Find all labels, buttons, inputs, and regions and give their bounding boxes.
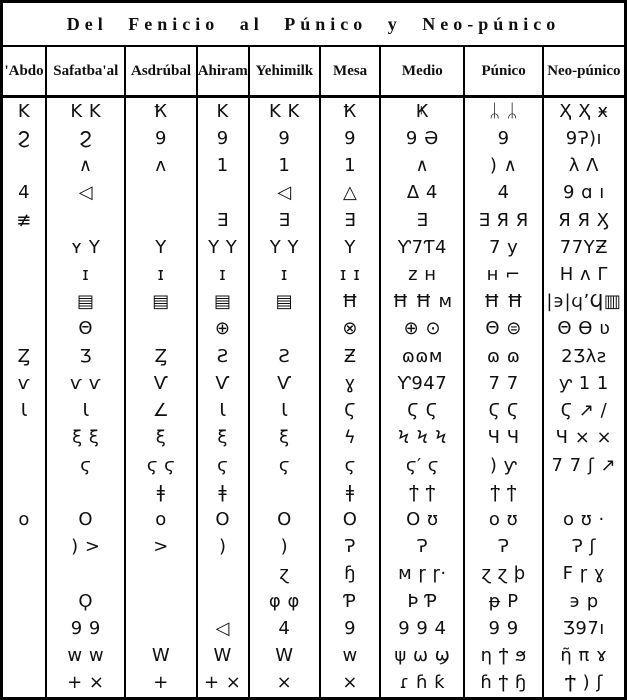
- column-header-safatbaal: Safatba'al: [47, 47, 126, 95]
- glyph-cell: Ҟ: [154, 100, 168, 122]
- glyph-cell: Ɂ: [344, 536, 356, 558]
- glyph-cell: ǂ: [345, 481, 355, 503]
- glyph-cell: O: [342, 509, 358, 531]
- glyph-cell: [198, 561, 248, 588]
- glyph-cell: 4: [497, 182, 510, 204]
- glyph-cell: ⊕ ⊙: [403, 318, 442, 340]
- glyph-cell: ϛ: [80, 454, 92, 476]
- glyph-cell: 9: [216, 127, 229, 149]
- glyph-cell: ◁: [78, 182, 93, 204]
- glyph-cell: K K: [268, 100, 300, 122]
- glyph-cell: Ɩ: [219, 400, 227, 422]
- glyph-cell: Ʒ: [79, 345, 93, 367]
- glyph-cell: Ϸ Ƥ: [407, 590, 438, 612]
- glyph-cell: ϯ ϯ: [490, 481, 517, 503]
- glyph-cell: W: [213, 645, 232, 667]
- glyph-cell: [3, 615, 45, 642]
- column-header-yehimilk: Yehimilk: [250, 47, 321, 95]
- glyph-cell: 9: [278, 127, 291, 149]
- glyph-cell: Δ 4: [406, 182, 438, 204]
- glyph-cell: W: [151, 645, 171, 667]
- glyph-cell: [3, 479, 45, 506]
- glyph-cell: [3, 643, 45, 670]
- glyph-cell: Ҳ Ҳ ӿ: [559, 100, 609, 122]
- glyph-cell: Ϝ ɼ ɣ: [562, 563, 606, 585]
- glyph-cell: Θ: [78, 318, 94, 340]
- glyph-cell: ϛ: [217, 454, 229, 476]
- glyph-cell: Ʒ97ı: [562, 617, 605, 639]
- glyph-column: [3, 98, 47, 697]
- glyph-cell: ∃ Я Я: [478, 209, 529, 231]
- glyph-cell: ∃: [216, 209, 229, 231]
- header-row: [3, 47, 624, 98]
- glyph-cell: [47, 561, 124, 588]
- glyph-cell: [3, 152, 45, 179]
- glyph-cell: [198, 180, 248, 207]
- glyph-cell: Ҟ: [343, 100, 357, 122]
- glyph-cell: Ϩ: [17, 127, 31, 149]
- glyph-cell: K K: [70, 100, 102, 122]
- glyph-cell: Ѵ: [277, 372, 292, 394]
- glyph-cell: Ѵ: [215, 372, 230, 394]
- glyph-cell: ᵽ P: [488, 590, 519, 612]
- glyph-cell: ∧: [415, 155, 430, 177]
- glyph-cell: Ƴ7Ƭ4: [397, 236, 447, 258]
- glyph-cell: ▤: [213, 291, 232, 313]
- glyph-cell: ⊗: [342, 318, 358, 340]
- glyph-cell: Θ ⊜: [485, 318, 522, 340]
- glyph-cell: [250, 479, 319, 506]
- glyph-cell: ϶ p: [569, 590, 599, 612]
- glyph-cell: o: [18, 509, 30, 531]
- glyph-cell: ʜ ⌐: [486, 263, 521, 285]
- glyph-cell: ) ∧: [489, 155, 518, 177]
- glyph-column: [321, 98, 381, 697]
- glyph-cell: ɾ ɦ ƙ: [399, 672, 445, 694]
- glyph-cell: 7 y: [488, 236, 519, 258]
- glyph-cell: [3, 289, 45, 316]
- glyph-cell: 77YƵ: [559, 236, 608, 258]
- glyph-cell: △: [342, 182, 358, 204]
- glyph-column: [544, 98, 624, 697]
- glyph-cell: Ϩ: [79, 127, 93, 149]
- glyph-cell: [3, 425, 45, 452]
- glyph-cell: ɦ ϯ ɧ: [480, 672, 527, 694]
- glyph-cell: ≢: [16, 209, 32, 231]
- glyph-cell: [126, 207, 195, 234]
- glyph-cell: ƴ 1 1: [558, 372, 609, 394]
- glyph-cell: ɀ: [279, 563, 290, 585]
- glyph-cell: ▤: [275, 291, 294, 313]
- glyph-cell: ⊕: [214, 318, 231, 340]
- glyph-cell: [47, 207, 124, 234]
- glyph-cell: Ɂ: [416, 536, 429, 558]
- glyph-cell: ψ ѡ ϣ: [394, 645, 451, 667]
- glyph-cell: [3, 561, 45, 588]
- glyph-cell: K: [17, 100, 31, 122]
- glyph-cell: Ѵ: [153, 372, 169, 394]
- glyph-cell: [126, 588, 195, 615]
- glyph-cell: Ϛ ↗ /: [560, 400, 608, 422]
- glyph-cell: 9 ɑ ı: [562, 182, 605, 204]
- glyph-cell: 4: [18, 182, 31, 204]
- glyph-cell: Ħ Ħ: [483, 291, 524, 313]
- glyph-cell: ϟ: [343, 427, 357, 449]
- glyph-cell: ∃: [278, 209, 291, 231]
- glyph-cell: |϶|ϥʼϤ▥: [546, 291, 622, 313]
- glyph-cell: ξ: [217, 427, 228, 449]
- glyph-column: [250, 98, 321, 697]
- glyph-cell: ɪ: [157, 263, 165, 285]
- glyph-cell: 7 7: [488, 372, 519, 394]
- glyph-cell: ɀ ɀ þ: [481, 563, 526, 585]
- glyph-cell: Ƥ: [343, 590, 357, 612]
- glyph-cell: 9 9 4: [398, 617, 447, 639]
- glyph-cell: 9 9: [70, 617, 101, 639]
- glyph-cell: [3, 670, 45, 697]
- glyph-cell: Ч Ч: [487, 427, 520, 449]
- column-header-neopunico: Neo-púnico: [547, 62, 621, 79]
- glyph-cell: ▤: [152, 291, 170, 313]
- glyph-cell: ∃: [344, 209, 357, 231]
- glyph-cell: o: [155, 509, 167, 531]
- glyph-cell: φ φ: [268, 590, 300, 612]
- glyph-cell: 1: [216, 155, 229, 177]
- glyph-cell: ∃: [416, 209, 429, 231]
- glyph-cell: 7 7 ʃ ↗: [551, 454, 617, 476]
- glyph-cell: Y Y: [269, 236, 299, 258]
- glyph-cell: w w: [67, 645, 105, 667]
- glyph-cell: Ϛ: [344, 400, 357, 422]
- glyph-column: [126, 98, 197, 697]
- glyph-cell: [3, 261, 45, 288]
- glyph-cell: ɣ: [344, 372, 356, 394]
- glyph-cell: Ϙ: [78, 590, 94, 612]
- glyph-column: [47, 98, 126, 697]
- glyph-column: [198, 98, 250, 697]
- glyph-cell: 9Ɂ)ı: [565, 127, 603, 149]
- glyph-cell: W: [275, 645, 294, 667]
- glyph-cell: ): [280, 536, 289, 558]
- glyph-cell: ɪ: [280, 263, 288, 285]
- glyph-cell: ʌ: [155, 155, 167, 177]
- glyph-cell: ξ ξ: [72, 427, 100, 449]
- glyph-cell: [47, 479, 124, 506]
- glyph-cell: ) ƴ: [489, 454, 518, 476]
- glyph-cell: Y: [344, 236, 356, 258]
- glyph-cell: [3, 534, 45, 561]
- glyph-cell: Я Я Ӽ: [558, 209, 610, 231]
- glyph-cell: + ×: [204, 672, 242, 694]
- glyph-cell: ▤: [77, 291, 95, 313]
- glyph-cell: 9 Ə: [405, 127, 439, 149]
- glyph-cell: O: [78, 509, 94, 531]
- glyph-cell: ǂ: [156, 481, 166, 503]
- glyph-cell: ɪ: [82, 263, 90, 285]
- glyph-cell: w: [342, 645, 358, 667]
- glyph-cell: Ƨ: [216, 345, 229, 367]
- glyph-cell: [126, 316, 195, 343]
- glyph-cell: Ɩ: [20, 400, 28, 422]
- glyph-cell: [126, 561, 195, 588]
- glyph-cell: 9: [344, 617, 357, 639]
- glyph-cell: 9: [497, 127, 510, 149]
- glyph-cell: [3, 588, 45, 615]
- glyph-cell: ѵ: [17, 372, 31, 394]
- glyph-cell: ǂ: [218, 481, 228, 503]
- glyph-cell: ϛ′ ϛ: [405, 454, 439, 476]
- glyph-cell: Ƶ: [343, 345, 357, 367]
- glyph-cell: [250, 316, 319, 343]
- glyph-cell: Ϟ Ϟ Ϟ: [397, 427, 448, 449]
- glyph-cell: Ɂ: [497, 536, 510, 558]
- glyph-cell: ɪ: [219, 263, 227, 285]
- glyph-cell: Ϛ Ϛ: [407, 400, 438, 422]
- glyph-cell: 9 9: [488, 617, 519, 639]
- glyph-cell: Ч × ×: [555, 427, 613, 449]
- glyph-cell: ᛦ ᛦ: [489, 100, 519, 122]
- glyph-cell: Y: [155, 236, 167, 258]
- glyph-cell: ɪ ɪ: [339, 263, 361, 285]
- glyph-cell: ϯ ϯ: [409, 481, 436, 503]
- glyph-cell: ϛ: [278, 454, 290, 476]
- glyph-cell: O: [215, 509, 231, 531]
- glyph-cell: Θ Ɵ ʋ: [557, 318, 611, 340]
- glyph-cell: ῆ π ɤ: [560, 645, 608, 667]
- glyph-cell: ϛ: [344, 454, 356, 476]
- glyph-cell: K: [216, 100, 229, 122]
- glyph-cell: 2Ʒλƨ: [561, 345, 607, 367]
- glyph-cell: ϛ ϛ: [146, 454, 176, 476]
- glyph-cell: Ȥ: [154, 345, 168, 367]
- glyph-cell: z ʜ: [408, 263, 437, 285]
- glyph-column: [465, 98, 543, 697]
- glyph-cell: ∧: [78, 155, 93, 177]
- glyph-cell: + ×: [67, 672, 105, 694]
- glyph-cell: ɷɷᴍ: [401, 345, 443, 367]
- glyph-cell: 4: [278, 617, 291, 639]
- glyph-cell: O ʊ: [406, 509, 439, 531]
- glyph-cell: 9: [344, 127, 357, 149]
- glyph-cell: [3, 316, 45, 343]
- glyph-cell: 1: [344, 155, 357, 177]
- glyph-cell: 9: [155, 127, 167, 149]
- column-header-ahiram: Ahiram: [198, 47, 250, 95]
- glyph-cell: ξ: [155, 427, 167, 449]
- glyph-cell: Ϯ ) ʃ: [564, 672, 603, 694]
- glyph-cell: H ʌ Γ: [559, 263, 608, 285]
- glyph-cell: +: [153, 672, 169, 694]
- glyph-cell: Ҝ: [415, 100, 429, 122]
- glyph-cell: Y Y: [208, 236, 238, 258]
- glyph-cell: o ʊ ·: [562, 509, 605, 531]
- glyph-cell: ◁: [215, 617, 230, 639]
- glyph-cell: Ƴ947: [397, 372, 448, 394]
- glyph-cell: ): [218, 536, 227, 558]
- glyph-cell: ᴍ ɼ ɼ·: [398, 563, 447, 585]
- glyph-cell: [126, 615, 195, 642]
- glyph-cell: Ɩ: [82, 400, 90, 422]
- glyph-cell: O: [277, 509, 292, 531]
- glyph-cell: o ʊ: [488, 509, 519, 531]
- glyph-cell: [544, 479, 624, 506]
- column-header-mesa: Mesa: [321, 47, 381, 95]
- glyph-cell: ∠: [152, 400, 170, 422]
- glyph-cell: >: [153, 536, 169, 558]
- glyph-cell: Ϛ Ϛ: [488, 400, 519, 422]
- glyph-cell: ×: [276, 672, 293, 694]
- glyph-cell: [126, 180, 195, 207]
- glyph-cell: Ɂ ʃ: [571, 536, 596, 558]
- glyph-cell: Ɩ: [280, 400, 288, 422]
- glyph-cell: ξ: [279, 427, 290, 449]
- glyph-cell: ) >: [71, 536, 101, 558]
- column-header-punico: Púnico: [465, 47, 543, 95]
- glyph-cell: Ħ Ħ ᴍ: [392, 291, 453, 313]
- glyph-cell: [3, 452, 45, 479]
- glyph-cell: Ƨ: [278, 345, 291, 367]
- glyph-cell: ɷ ɷ: [486, 345, 521, 367]
- glyph-cell: λ Λ: [568, 155, 599, 177]
- glyph-cell: [198, 588, 248, 615]
- column-header-asdrubal: Asdrúbal: [126, 47, 197, 95]
- glyph-cell: ◁: [277, 182, 292, 204]
- glyph-cell: ɧ: [344, 563, 357, 585]
- glyph-cell: 1: [278, 155, 291, 177]
- glyph-column: [381, 98, 465, 697]
- column-header-abdo: 'Abdo: [3, 47, 47, 95]
- glyph-cell: ×: [342, 672, 358, 694]
- glyph-cell: Ȥ: [17, 345, 31, 367]
- glyph-cell: ƞ ϯ ϧ: [480, 645, 527, 667]
- glyph-grid: [3, 98, 624, 697]
- glyph-cell: ʏ Y: [71, 236, 101, 258]
- glyph-cell: ѵ ѵ: [70, 372, 102, 394]
- glyph-cell: Ħ: [341, 291, 359, 313]
- column-header-medio: Medio: [381, 47, 465, 95]
- glyph-cell: [3, 234, 45, 261]
- table-title: Del Fenicio al Púnico y Neo-púnico: [3, 3, 624, 47]
